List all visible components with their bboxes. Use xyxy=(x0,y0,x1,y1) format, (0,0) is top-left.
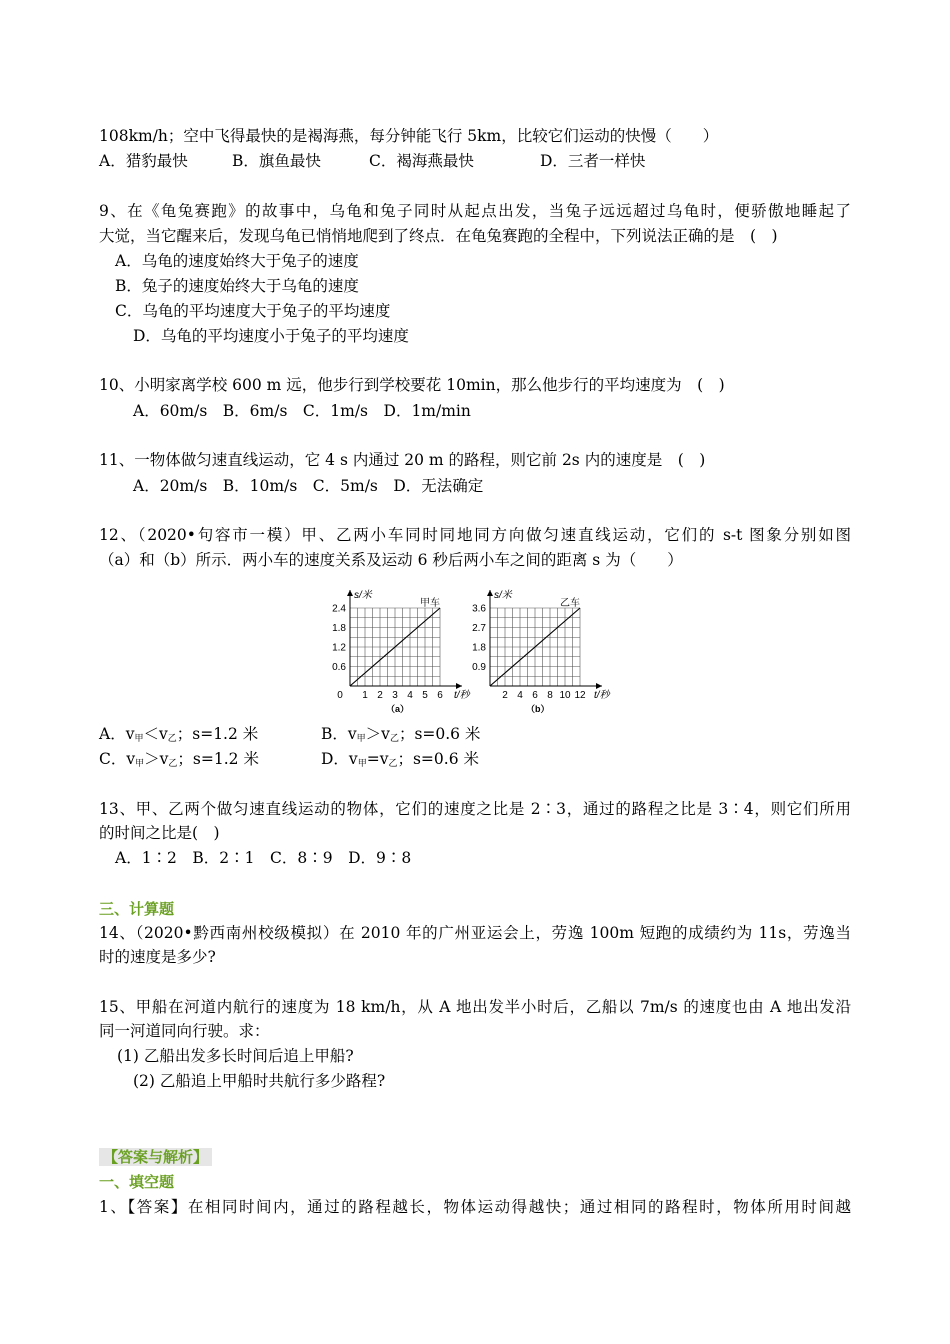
q12-stem-line1: 12、（2020•句容市一模）甲、乙两小车同时同地同方向做匀速直线运动，它们的 s-t 图象分别如图 xyxy=(99,526,851,544)
graph-b-x-axis-label: t/秒 xyxy=(594,690,610,701)
answer-1-line: 1、【答案】在相同时间内，通过的路程越长，物体运动得越快；通过相同的路程时，物体所用时间越 xyxy=(99,1198,851,1216)
graph-b-y-tick-label: 2.7 xyxy=(472,623,486,634)
graph-a-y-tick-label: 2.4 xyxy=(332,603,346,615)
q10-stem: 10、小明家离学校 600 m 远，他步行到学校要花 10min，那么他步行的平均速度为 ( ) xyxy=(99,376,725,394)
q12-stem-line2: （a）和（b）所示．两小车的速度关系及运动 6 秒后两小车之间的距离 s 为（ ） xyxy=(99,551,683,569)
q15-stem-line1: 15、甲船在河道内航行的速度为 18 km/h，从 A 地出发半小时后，乙船以 7m/s 的速度也由 A 地出发沿 xyxy=(99,998,851,1016)
graph-a-x-axis-arrow xyxy=(456,683,462,689)
graph-a-x-axis-label: t/秒 xyxy=(454,690,470,701)
section-heading-fill-blank: 一、填空题 xyxy=(99,1173,175,1191)
graph-b-y-tick-label: 1.8 xyxy=(472,642,486,654)
graph-a-x-tick-label: 4 xyxy=(407,690,413,701)
q13-stem-line1: 13、甲、乙两个做匀速直线运动的物体，它们的速度之比是 2∶3，通过的路程之比是 3∶4，则它们所用 xyxy=(99,800,851,818)
graph-a-x-tick-label: 3 xyxy=(392,690,398,701)
graph-a-x-tick-label: 5 xyxy=(422,690,428,701)
graph-b-series-label: 乙车 xyxy=(560,598,580,609)
st-graphs-svg xyxy=(318,578,628,718)
graph-b-y-tick-label: 3.6 xyxy=(472,603,486,615)
section-heading-calculation: 三、计算题 xyxy=(99,900,175,918)
graph-b-x-tick-label: 10 xyxy=(559,690,571,701)
q9-stem-line1: 9、在《龟兔赛跑》的故事中，乌龟和兔子同时从起点出发，当兔子远远超过乌龟时，便骄傲地睡起了 xyxy=(99,202,851,220)
q8-options xyxy=(99,150,645,172)
q12-option-d: D．$v_甲=v_乙$；s=0.6 米 xyxy=(321,750,479,769)
q12-option-row1 xyxy=(99,723,480,750)
answer-section-header: 【答案与解析】 xyxy=(99,1146,212,1168)
graph-b-y-axis-arrow xyxy=(487,590,493,596)
q9-stem-line2: 大觉，当它醒来后，发现乌龟已悄悄地爬到了终点．在龟兔赛跑的全程中，下列说法正确的是 ( ) xyxy=(99,227,778,245)
graph-a-y-tick-label: 1.8 xyxy=(332,623,346,634)
q10-options: A．60m/s B．6m/s C．1m/s D．1m/min xyxy=(133,402,471,420)
q12-option-b: B．$v_甲>v_乙$；s=0.6 米 xyxy=(321,725,481,744)
graph-b-x-tick-label: 12 xyxy=(574,690,586,701)
graph-b-panel-label: （b） xyxy=(526,704,550,714)
q15-subquestion-2: (2) 乙船追上甲船时共航行多少路程? xyxy=(133,1072,386,1090)
q9-option-a: A．乌龟的速度始终大于兔子的速度 xyxy=(115,252,359,270)
q9-option-c: C．乌龟的平均速度大于兔子的平均速度 xyxy=(115,302,391,320)
q14-stem-line1: 14、（2020•黔西南州校级模拟）在 2010 年的广州亚运会上，劳逸 100m 短跑的成绩约为 11s，劳逸当 xyxy=(99,924,851,942)
graph-b-x-tick-label: 4 xyxy=(517,690,523,701)
q12-option-c: C．$v_甲>v_乙$；s=1.2 米 xyxy=(99,750,259,769)
graph-b-x-axis-arrow xyxy=(596,683,602,689)
q13-stem-line2: 的时间之比是( ) xyxy=(99,824,220,842)
graph-a-x-tick-label: 1 xyxy=(362,690,368,701)
q15-subquestion-1: (1) 乙船出发多长时间后追上甲船? xyxy=(117,1047,354,1065)
st-graphs-figure xyxy=(318,578,628,722)
q8-option-b: B．旗鱼最快 xyxy=(232,152,321,170)
graph-a-y-axis-arrow xyxy=(347,590,353,596)
graph-a-panel-label: （a） xyxy=(386,704,410,714)
q8-stem: 108km/h；空中飞得最快的是褐海燕，每分钟能飞行 5km，比较它们运动的快慢（ ） xyxy=(99,127,719,145)
graph-b-x-tick-label: 2 xyxy=(502,690,508,701)
q12-option-a: A．$v_甲<v_乙$；s=1.2 米 xyxy=(99,725,259,744)
graph-b-x-tick-label: 6 xyxy=(532,690,538,701)
q15-stem-line2: 同一河道同向行驶。求： xyxy=(99,1022,270,1040)
graph-a-series-label: 甲车 xyxy=(420,598,440,609)
q12-option-row2 xyxy=(99,748,479,775)
graph-b-y-axis-label: s/米 xyxy=(494,590,512,601)
graph-a-y-axis-label: s/米 xyxy=(354,590,372,601)
graph-b-y-tick-label: 0.9 xyxy=(472,662,486,673)
graph-a-x-tick-label: 0 xyxy=(337,690,343,701)
graph-a-x-tick-label: 6 xyxy=(437,690,443,701)
q9-option-b: B．兔子的速度始终大于乌龟的速度 xyxy=(115,277,359,295)
graph-a-y-tick-label: 1.2 xyxy=(332,642,346,654)
q11-options: A．20m/s B．10m/s C．5m/s D．无法确定 xyxy=(133,477,484,495)
q13-options: A．1∶2 B．2∶1 C．8∶9 D．9∶8 xyxy=(115,849,412,867)
q8-option-a: A．猎豹最快 xyxy=(99,152,188,170)
q14-stem-line2: 时的速度是多少? xyxy=(99,948,216,966)
graph-a-x-tick-label: 2 xyxy=(377,690,383,701)
graph-b-x-tick-label: 8 xyxy=(547,690,553,701)
q9-option-d: D．乌龟的平均速度小于兔子的平均速度 xyxy=(133,327,409,345)
q11-stem: 11、一物体做匀速直线运动，它 4 s 内通过 20 m 的路程，则它前 2s 内的速度是 ( ) xyxy=(99,451,706,469)
q8-option-d: D．三者一样快 xyxy=(540,152,646,170)
q8-option-c: C．褐海燕最快 xyxy=(369,152,474,170)
graph-a-y-tick-label: 0.6 xyxy=(332,662,346,673)
